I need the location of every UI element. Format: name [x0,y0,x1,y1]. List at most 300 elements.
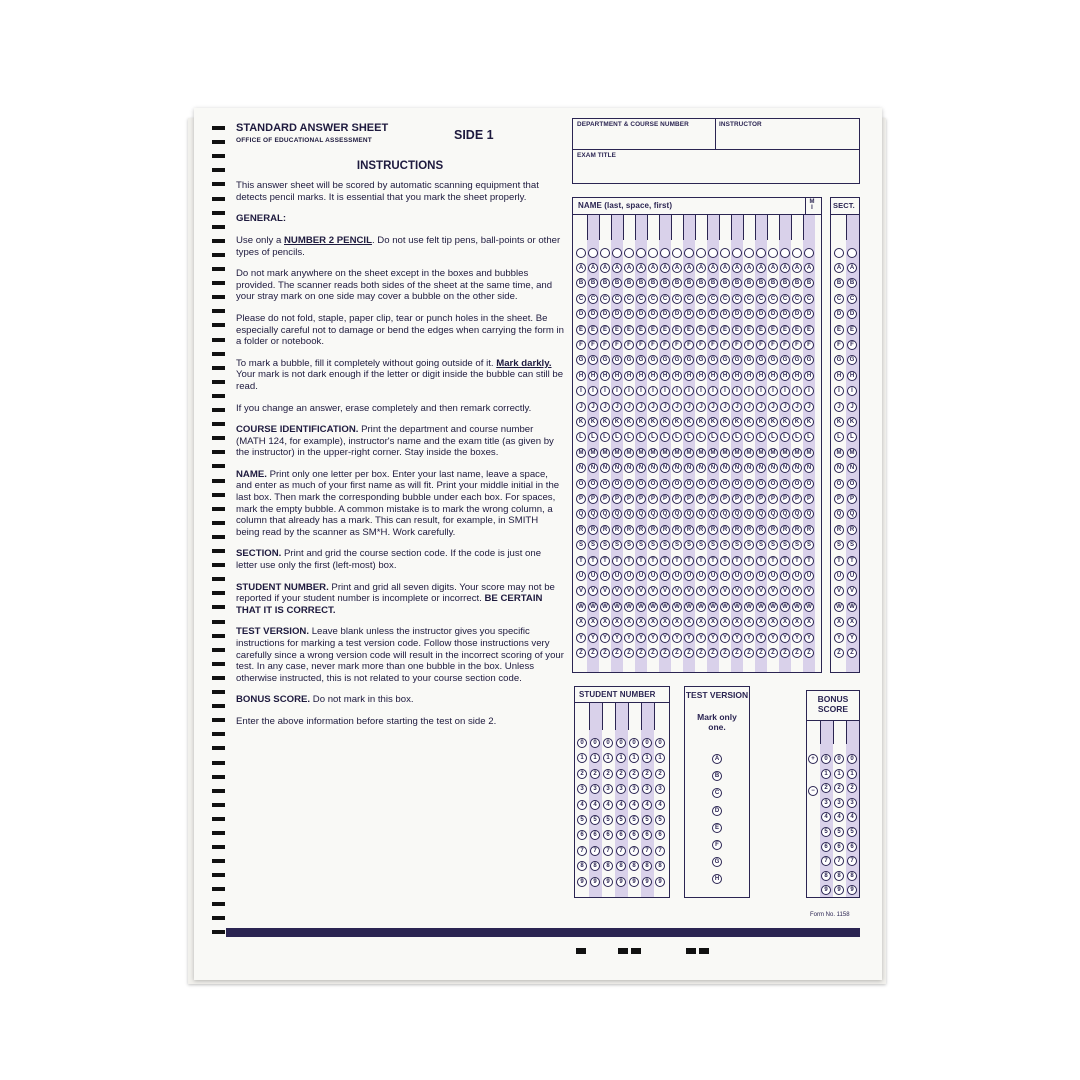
letter-bubble[interactable]: A [708,263,718,273]
digit-bubble[interactable]: 2 [629,769,639,779]
letter-bubble[interactable]: J [612,402,622,412]
letter-bubble[interactable]: Y [780,633,790,643]
letter-bubble[interactable]: B [696,278,706,288]
letter-bubble[interactable]: T [672,556,682,566]
letter-bubble[interactable]: Q [660,509,670,519]
letter-bubble[interactable]: F [847,340,857,350]
digit-bubble[interactable]: 6 [616,830,626,840]
letter-bubble[interactable]: O [780,479,790,489]
letter-bubble[interactable]: B [732,278,742,288]
digit-bubble[interactable]: 4 [616,800,626,810]
letter-bubble[interactable]: O [660,479,670,489]
letter-bubble[interactable]: D [648,309,658,319]
letter-bubble[interactable]: Z [768,648,778,658]
letter-bubble[interactable]: M [612,448,622,458]
letter-bubble[interactable]: O [804,479,814,489]
letter-bubble[interactable]: C [732,294,742,304]
letter-bubble[interactable]: R [660,525,670,535]
letter-bubble[interactable]: Z [720,648,730,658]
digit-bubble[interactable]: 1 [629,753,639,763]
letter-bubble[interactable]: S [612,540,622,550]
letter-bubble[interactable]: V [696,586,706,596]
letter-bubble[interactable]: U [847,571,857,581]
letter-bubble[interactable]: H [708,371,718,381]
digit-bubble[interactable]: 1 [834,769,844,779]
letter-bubble[interactable]: V [804,586,814,596]
letter-bubble[interactable]: Z [660,648,670,658]
letter-bubble[interactable]: R [756,525,766,535]
letter-bubble[interactable]: E [696,325,706,335]
digit-bubble[interactable]: 6 [642,830,652,840]
letter-bubble[interactable]: P [672,494,682,504]
letter-bubble[interactable]: S [696,540,706,550]
letter-bubble[interactable]: W [648,602,658,612]
letter-bubble[interactable]: E [636,325,646,335]
blank-bubble[interactable] [847,248,857,258]
letter-bubble[interactable]: K [720,417,730,427]
letter-bubble[interactable]: D [780,309,790,319]
digit-bubble[interactable]: 4 [642,800,652,810]
letter-bubble[interactable]: M [792,448,802,458]
letter-bubble[interactable]: W [834,602,844,612]
letter-bubble[interactable]: P [660,494,670,504]
letter-bubble[interactable]: R [636,525,646,535]
letter-bubble[interactable]: A [636,263,646,273]
digit-bubble[interactable]: 6 [629,830,639,840]
letter-bubble[interactable]: W [588,602,598,612]
letter-bubble[interactable]: M [684,448,694,458]
digit-bubble[interactable]: 2 [834,783,844,793]
letter-bubble[interactable]: I [720,386,730,396]
letter-bubble[interactable]: N [696,463,706,473]
digit-bubble[interactable]: 9 [629,877,639,887]
blank-bubble[interactable] [600,248,610,258]
letter-bubble[interactable]: L [804,432,814,442]
letter-bubble[interactable]: N [834,463,844,473]
letter-bubble[interactable]: K [744,417,754,427]
letter-bubble[interactable]: W [708,602,718,612]
letter-bubble[interactable]: B [612,278,622,288]
letter-bubble[interactable]: Y [708,633,718,643]
letter-bubble[interactable]: N [847,463,857,473]
letter-bubble[interactable]: D [624,309,634,319]
letter-bubble[interactable]: Q [756,509,766,519]
letter-bubble[interactable]: J [744,402,754,412]
letter-bubble[interactable]: C [834,294,844,304]
letter-bubble[interactable]: Z [744,648,754,658]
blank-bubble[interactable] [720,248,730,258]
letter-bubble[interactable]: M [600,448,610,458]
digit-bubble[interactable]: 0 [616,738,626,748]
version-bubble[interactable]: D [712,806,722,816]
letter-bubble[interactable]: Q [672,509,682,519]
letter-bubble[interactable]: U [756,571,766,581]
letter-bubble[interactable]: Z [792,648,802,658]
letter-bubble[interactable]: E [768,325,778,335]
blank-bubble[interactable] [696,248,706,258]
letter-bubble[interactable]: R [780,525,790,535]
letter-bubble[interactable]: Z [624,648,634,658]
letter-bubble[interactable]: E [708,325,718,335]
letter-bubble[interactable]: S [804,540,814,550]
letter-bubble[interactable]: L [612,432,622,442]
digit-bubble[interactable]: 9 [616,877,626,887]
digit-bubble[interactable]: 0 [577,738,587,748]
letter-bubble[interactable]: S [672,540,682,550]
letter-bubble[interactable]: A [768,263,778,273]
letter-bubble[interactable]: J [588,402,598,412]
exam-title-field[interactable] [574,161,858,182]
letter-bubble[interactable]: Q [744,509,754,519]
letter-bubble[interactable]: N [672,463,682,473]
letter-bubble[interactable]: C [756,294,766,304]
letter-bubble[interactable]: V [708,586,718,596]
letter-bubble[interactable]: B [804,278,814,288]
letter-bubble[interactable]: H [636,371,646,381]
digit-bubble[interactable]: 5 [655,815,665,825]
letter-bubble[interactable]: A [660,263,670,273]
letter-bubble[interactable]: G [624,355,634,365]
letter-bubble[interactable]: T [576,556,586,566]
letter-bubble[interactable]: F [672,340,682,350]
digit-bubble[interactable]: 3 [603,784,613,794]
letter-bubble[interactable]: S [624,540,634,550]
letter-bubble[interactable]: P [744,494,754,504]
letter-bubble[interactable]: B [624,278,634,288]
letter-bubble[interactable]: I [588,386,598,396]
letter-bubble[interactable]: R [834,525,844,535]
letter-bubble[interactable]: L [648,432,658,442]
letter-bubble[interactable]: V [720,586,730,596]
letter-bubble[interactable]: U [600,571,610,581]
letter-bubble[interactable]: L [624,432,634,442]
letter-bubble[interactable]: R [732,525,742,535]
letter-bubble[interactable]: A [834,263,844,273]
letter-bubble[interactable]: C [780,294,790,304]
letter-bubble[interactable]: E [756,325,766,335]
digit-bubble[interactable]: 0 [590,738,600,748]
letter-bubble[interactable]: S [720,540,730,550]
letter-bubble[interactable]: U [648,571,658,581]
letter-bubble[interactable]: U [744,571,754,581]
blank-bubble[interactable] [612,248,622,258]
letter-bubble[interactable]: E [780,325,790,335]
letter-bubble[interactable]: I [600,386,610,396]
letter-bubble[interactable]: O [648,479,658,489]
letter-bubble[interactable]: W [847,602,857,612]
letter-bubble[interactable]: U [588,571,598,581]
letter-bubble[interactable]: L [780,432,790,442]
letter-bubble[interactable]: T [792,556,802,566]
letter-bubble[interactable]: X [708,617,718,627]
letter-bubble[interactable]: M [756,448,766,458]
digit-bubble[interactable]: 5 [629,815,639,825]
letter-bubble[interactable]: H [588,371,598,381]
digit-bubble[interactable]: 2 [642,769,652,779]
blank-bubble[interactable] [624,248,634,258]
letter-bubble[interactable]: E [648,325,658,335]
letter-bubble[interactable]: Y [660,633,670,643]
letter-bubble[interactable]: B [708,278,718,288]
letter-bubble[interactable]: G [756,355,766,365]
letter-bubble[interactable]: E [834,325,844,335]
letter-bubble[interactable]: W [756,602,766,612]
letter-bubble[interactable]: G [600,355,610,365]
letter-bubble[interactable]: X [660,617,670,627]
digit-bubble[interactable]: 4 [821,812,831,822]
letter-bubble[interactable]: G [612,355,622,365]
letter-bubble[interactable]: L [636,432,646,442]
letter-bubble[interactable]: J [780,402,790,412]
digit-bubble[interactable]: 3 [590,784,600,794]
digit-bubble[interactable]: 6 [603,830,613,840]
digit-bubble[interactable]: 9 [642,877,652,887]
digit-bubble[interactable]: 1 [616,753,626,763]
letter-bubble[interactable]: E [612,325,622,335]
letter-bubble[interactable]: G [576,355,586,365]
digit-bubble[interactable]: 2 [655,769,665,779]
digit-bubble[interactable]: 6 [590,830,600,840]
letter-bubble[interactable]: S [847,540,857,550]
letter-bubble[interactable]: B [744,278,754,288]
letter-bubble[interactable]: H [804,371,814,381]
letter-bubble[interactable]: X [648,617,658,627]
letter-bubble[interactable]: B [847,278,857,288]
letter-bubble[interactable]: F [708,340,718,350]
letter-bubble[interactable]: P [720,494,730,504]
letter-bubble[interactable]: J [732,402,742,412]
letter-bubble[interactable]: Q [732,509,742,519]
letter-bubble[interactable]: T [756,556,766,566]
letter-bubble[interactable]: G [708,355,718,365]
letter-bubble[interactable]: T [636,556,646,566]
letter-bubble[interactable]: F [768,340,778,350]
letter-bubble[interactable]: L [768,432,778,442]
letter-bubble[interactable]: Q [834,509,844,519]
letter-bubble[interactable]: A [792,263,802,273]
letter-bubble[interactable]: X [834,617,844,627]
letter-bubble[interactable]: B [780,278,790,288]
digit-bubble[interactable]: 6 [821,842,831,852]
digit-bubble[interactable]: 7 [834,856,844,866]
letter-bubble[interactable]: P [768,494,778,504]
letter-bubble[interactable]: W [720,602,730,612]
letter-bubble[interactable]: I [834,386,844,396]
letter-bubble[interactable]: P [847,494,857,504]
digit-bubble[interactable]: 2 [847,783,857,793]
blank-bubble[interactable] [576,248,586,258]
letter-bubble[interactable]: E [588,325,598,335]
letter-bubble[interactable]: D [756,309,766,319]
letter-bubble[interactable]: M [744,448,754,458]
letter-bubble[interactable]: Q [624,509,634,519]
digit-bubble[interactable]: 5 [821,827,831,837]
letter-bubble[interactable]: K [696,417,706,427]
letter-bubble[interactable]: H [756,371,766,381]
letter-bubble[interactable]: X [636,617,646,627]
letter-bubble[interactable]: T [720,556,730,566]
letter-bubble[interactable]: X [672,617,682,627]
letter-bubble[interactable]: A [624,263,634,273]
letter-bubble[interactable]: D [684,309,694,319]
letter-bubble[interactable]: X [744,617,754,627]
letter-bubble[interactable]: M [660,448,670,458]
letter-bubble[interactable]: E [847,325,857,335]
letter-bubble[interactable]: S [780,540,790,550]
letter-bubble[interactable]: G [732,355,742,365]
blank-bubble[interactable] [756,248,766,258]
letter-bubble[interactable]: B [756,278,766,288]
digit-bubble[interactable]: 1 [603,753,613,763]
letter-bubble[interactable]: N [756,463,766,473]
letter-bubble[interactable]: R [672,525,682,535]
letter-bubble[interactable]: T [804,556,814,566]
letter-bubble[interactable]: C [588,294,598,304]
letter-bubble[interactable]: D [834,309,844,319]
letter-bubble[interactable]: Z [588,648,598,658]
letter-bubble[interactable]: I [847,386,857,396]
letter-bubble[interactable]: M [696,448,706,458]
letter-bubble[interactable]: Z [672,648,682,658]
blank-bubble[interactable] [672,248,682,258]
letter-bubble[interactable]: I [648,386,658,396]
letter-bubble[interactable]: P [696,494,706,504]
letter-bubble[interactable]: U [804,571,814,581]
letter-bubble[interactable]: I [792,386,802,396]
letter-bubble[interactable]: N [732,463,742,473]
letter-bubble[interactable]: C [744,294,754,304]
letter-bubble[interactable]: S [834,540,844,550]
letter-bubble[interactable]: F [636,340,646,350]
letter-bubble[interactable]: Z [576,648,586,658]
digit-bubble[interactable]: 9 [834,885,844,895]
version-bubble[interactable]: E [712,823,722,833]
letter-bubble[interactable]: Y [612,633,622,643]
letter-bubble[interactable]: J [804,402,814,412]
letter-bubble[interactable]: I [636,386,646,396]
blank-bubble[interactable] [648,248,658,258]
letter-bubble[interactable]: G [672,355,682,365]
letter-bubble[interactable]: P [780,494,790,504]
letter-bubble[interactable]: Z [636,648,646,658]
letter-bubble[interactable]: L [834,432,844,442]
version-bubble[interactable]: H [712,874,722,884]
letter-bubble[interactable]: V [732,586,742,596]
letter-bubble[interactable]: K [648,417,658,427]
letter-bubble[interactable]: E [732,325,742,335]
letter-bubble[interactable]: M [804,448,814,458]
letter-bubble[interactable]: B [600,278,610,288]
letter-bubble[interactable]: Q [708,509,718,519]
digit-bubble[interactable]: 0 [847,754,857,764]
letter-bubble[interactable]: I [708,386,718,396]
letter-bubble[interactable]: D [720,309,730,319]
letter-bubble[interactable]: T [648,556,658,566]
letter-bubble[interactable]: C [804,294,814,304]
letter-bubble[interactable]: N [624,463,634,473]
letter-bubble[interactable]: X [768,617,778,627]
letter-bubble[interactable]: N [576,463,586,473]
letter-bubble[interactable]: A [744,263,754,273]
digit-bubble[interactable]: 7 [616,846,626,856]
letter-bubble[interactable]: Y [792,633,802,643]
letter-bubble[interactable]: M [624,448,634,458]
letter-bubble[interactable]: X [720,617,730,627]
letter-bubble[interactable]: I [684,386,694,396]
letter-bubble[interactable]: I [576,386,586,396]
digit-bubble[interactable]: 3 [847,798,857,808]
letter-bubble[interactable]: C [624,294,634,304]
letter-bubble[interactable]: I [744,386,754,396]
digit-bubble[interactable]: 0 [655,738,665,748]
letter-bubble[interactable]: C [708,294,718,304]
blank-bubble[interactable] [804,248,814,258]
letter-bubble[interactable]: U [768,571,778,581]
letter-bubble[interactable]: J [720,402,730,412]
letter-bubble[interactable]: A [576,263,586,273]
digit-bubble[interactable]: 0 [834,754,844,764]
letter-bubble[interactable]: E [792,325,802,335]
letter-bubble[interactable]: U [780,571,790,581]
letter-bubble[interactable]: F [744,340,754,350]
digit-bubble[interactable]: 4 [577,800,587,810]
letter-bubble[interactable]: R [648,525,658,535]
letter-bubble[interactable]: V [660,586,670,596]
digit-bubble[interactable]: 9 [821,885,831,895]
digit-bubble[interactable]: 7 [847,856,857,866]
digit-bubble[interactable]: 5 [834,827,844,837]
letter-bubble[interactable]: U [732,571,742,581]
letter-bubble[interactable]: Z [804,648,814,658]
digit-bubble[interactable]: 7 [655,846,665,856]
digit-bubble[interactable]: 9 [655,877,665,887]
letter-bubble[interactable]: H [684,371,694,381]
letter-bubble[interactable]: L [708,432,718,442]
letter-bubble[interactable]: E [720,325,730,335]
letter-bubble[interactable]: O [756,479,766,489]
letter-bubble[interactable]: C [576,294,586,304]
digit-bubble[interactable]: 1 [590,753,600,763]
letter-bubble[interactable]: U [624,571,634,581]
letter-bubble[interactable]: H [600,371,610,381]
letter-bubble[interactable]: K [612,417,622,427]
letter-bubble[interactable]: K [600,417,610,427]
letter-bubble[interactable]: S [648,540,658,550]
letter-bubble[interactable]: D [804,309,814,319]
letter-bubble[interactable]: W [612,602,622,612]
letter-bubble[interactable]: Q [780,509,790,519]
letter-bubble[interactable]: C [660,294,670,304]
letter-bubble[interactable]: D [600,309,610,319]
digit-bubble[interactable]: 2 [821,783,831,793]
version-bubble[interactable]: A [712,754,722,764]
version-bubble[interactable]: G [712,857,722,867]
letter-bubble[interactable]: Y [636,633,646,643]
letter-bubble[interactable]: Z [756,648,766,658]
letter-bubble[interactable]: X [624,617,634,627]
letter-bubble[interactable]: K [660,417,670,427]
digit-bubble[interactable]: 8 [642,861,652,871]
letter-bubble[interactable]: K [768,417,778,427]
digit-bubble[interactable]: 7 [821,856,831,866]
letter-bubble[interactable]: C [600,294,610,304]
letter-bubble[interactable]: D [672,309,682,319]
letter-bubble[interactable]: S [756,540,766,550]
letter-bubble[interactable]: O [612,479,622,489]
digit-bubble[interactable]: 2 [590,769,600,779]
letter-bubble[interactable]: G [648,355,658,365]
letter-bubble[interactable]: F [834,340,844,350]
